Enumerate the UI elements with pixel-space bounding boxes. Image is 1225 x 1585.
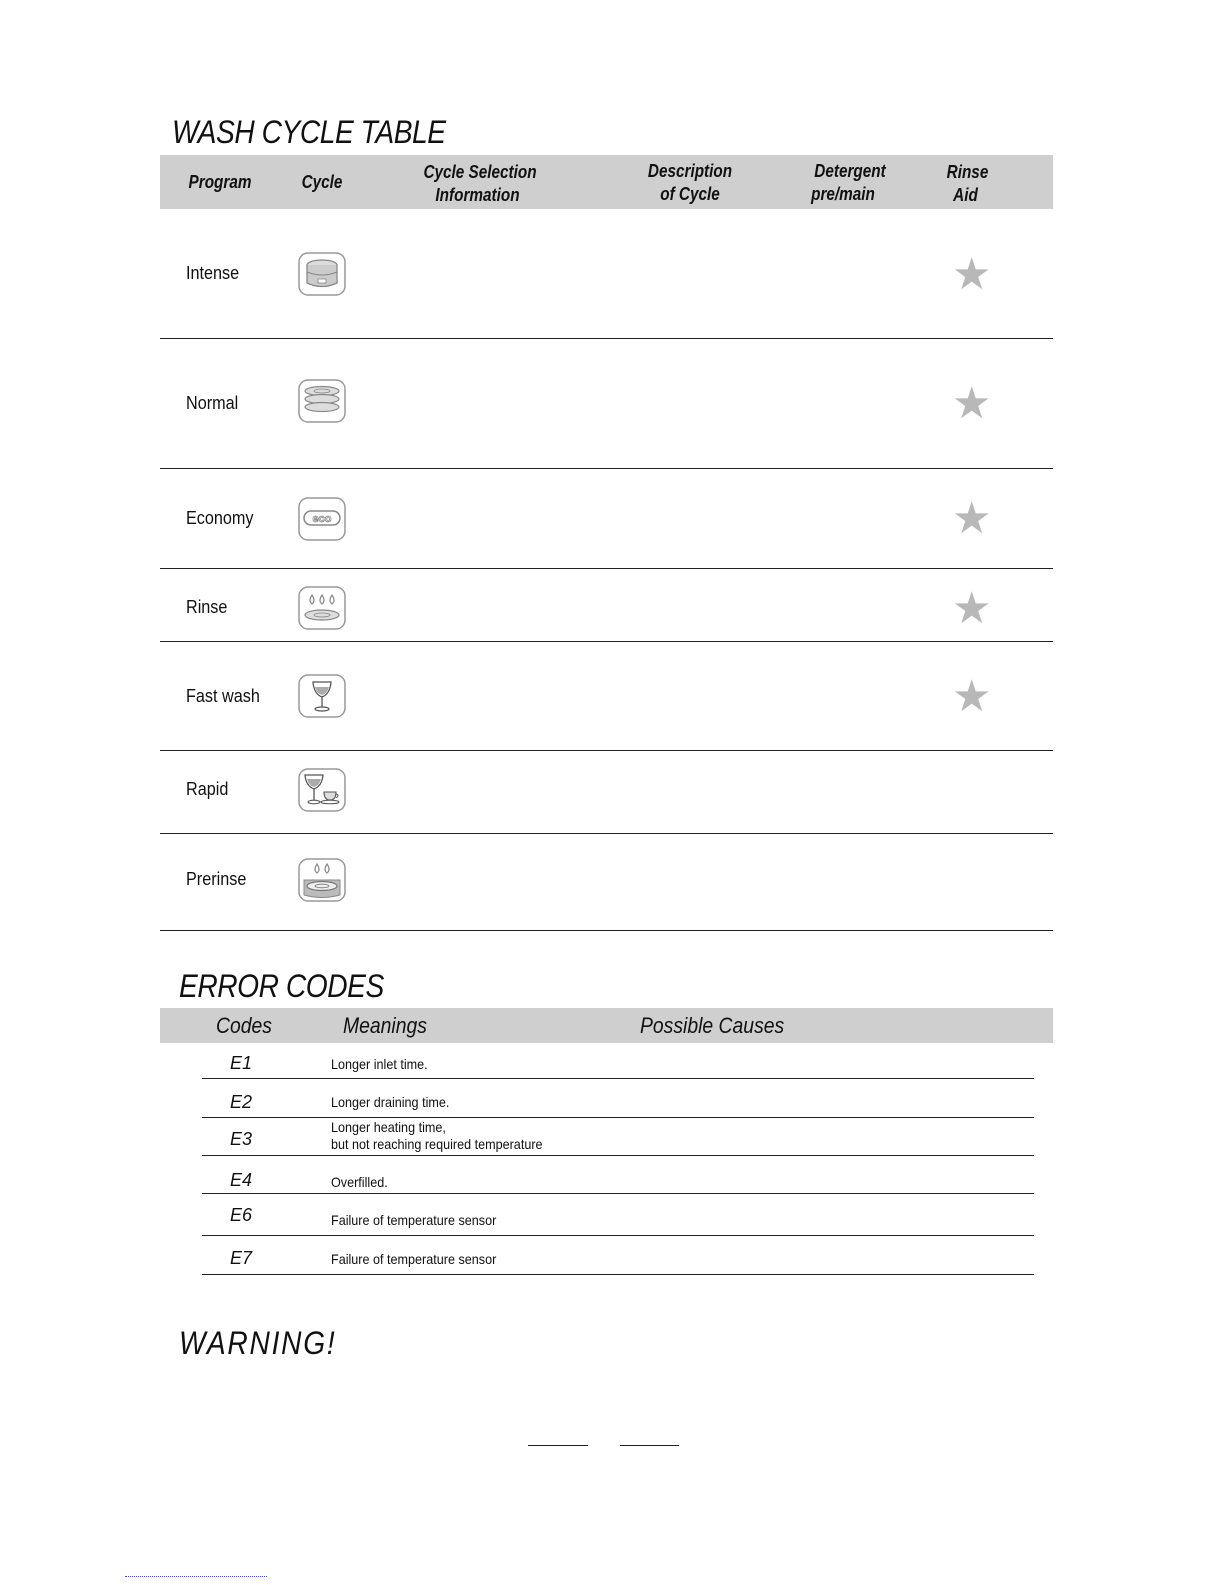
fast-wash-glass-icon (298, 674, 346, 718)
header-detergent-2: pre/main (811, 184, 875, 204)
rinse-drops-icon (298, 586, 346, 630)
intense-pot-icon (298, 252, 346, 296)
row-divider (160, 750, 1053, 751)
error-code: E1 (230, 1053, 253, 1073)
program-economy: Economy (186, 508, 254, 528)
normal-plates-icon (298, 379, 346, 423)
error-meaning: Longer draining time. (331, 1094, 450, 1110)
error-meaning: Overfilled. (331, 1174, 388, 1190)
error-codes-header-band (160, 1008, 1053, 1043)
header-selection-2: Information (435, 185, 520, 205)
header-description-1: Description (647, 161, 733, 181)
program-prerinse: Prerinse (186, 869, 247, 889)
rinse-aid-star-icon: ★ (952, 584, 992, 633)
rinse-aid-star-icon: ★ (952, 672, 992, 721)
header-rinse-1: Rinse (946, 162, 989, 182)
program-rinse: Rinse (186, 597, 228, 617)
error-row-divider (202, 1155, 1034, 1156)
row-divider (160, 338, 1053, 339)
program-intense: Intense (186, 263, 240, 283)
header-meanings: Meanings (343, 1013, 427, 1038)
header-codes: Codes (216, 1013, 272, 1038)
error-row-divider (202, 1193, 1034, 1194)
warning-title: WARNING! (179, 1325, 337, 1361)
error-code: E3 (230, 1129, 253, 1149)
eco-icon-text: eco (312, 513, 332, 525)
error-code: E7 (230, 1248, 253, 1268)
error-code: E6 (230, 1205, 253, 1225)
header-cycle: Cycle (301, 172, 343, 192)
header-program: Program (188, 172, 252, 192)
error-row-divider (202, 1078, 1034, 1079)
error-meaning: Failure of temperature sensor (331, 1251, 497, 1267)
program-rapid: Rapid (186, 779, 229, 799)
error-meaning: Failure of temperature sensor (331, 1212, 497, 1228)
error-code: E2 (230, 1092, 253, 1112)
rinse-aid-star-icon: ★ (952, 250, 992, 299)
program-fast-wash: Fast wash (186, 686, 260, 706)
wash-cycle-title: WASH CYCLE TABLE (172, 114, 446, 150)
prerinse-drops-icon (298, 858, 346, 902)
eco-icon (298, 497, 346, 541)
rapid-glass-cup-icon (298, 768, 346, 812)
blank-underline (528, 1445, 588, 1446)
row-divider (160, 641, 1053, 642)
header-selection-1: Cycle Selection (423, 162, 537, 182)
footer-dotted-line (125, 1576, 267, 1577)
row-divider (160, 468, 1053, 469)
header-rinse-2: Aid (953, 185, 978, 205)
error-codes-title: ERROR CODES (179, 968, 384, 1004)
row-divider (160, 833, 1053, 834)
error-code: E4 (230, 1170, 253, 1190)
row-divider (160, 930, 1053, 931)
blank-underline (620, 1445, 679, 1446)
program-normal: Normal (186, 393, 239, 413)
rinse-aid-star-icon: ★ (952, 494, 992, 543)
header-detergent-1: Detergent (814, 161, 886, 181)
error-row-divider (202, 1235, 1034, 1236)
error-meaning: Longer inlet time. (331, 1056, 428, 1072)
header-description-2: of Cycle (660, 184, 720, 204)
error-row-divider (202, 1117, 1034, 1118)
rinse-aid-star-icon: ★ (952, 379, 992, 428)
row-divider (160, 568, 1053, 569)
error-meaning: Longer heating time, but not reaching required temperature (331, 1119, 543, 1152)
header-possible-causes: Possible Causes (640, 1013, 785, 1038)
error-row-divider (202, 1274, 1034, 1275)
